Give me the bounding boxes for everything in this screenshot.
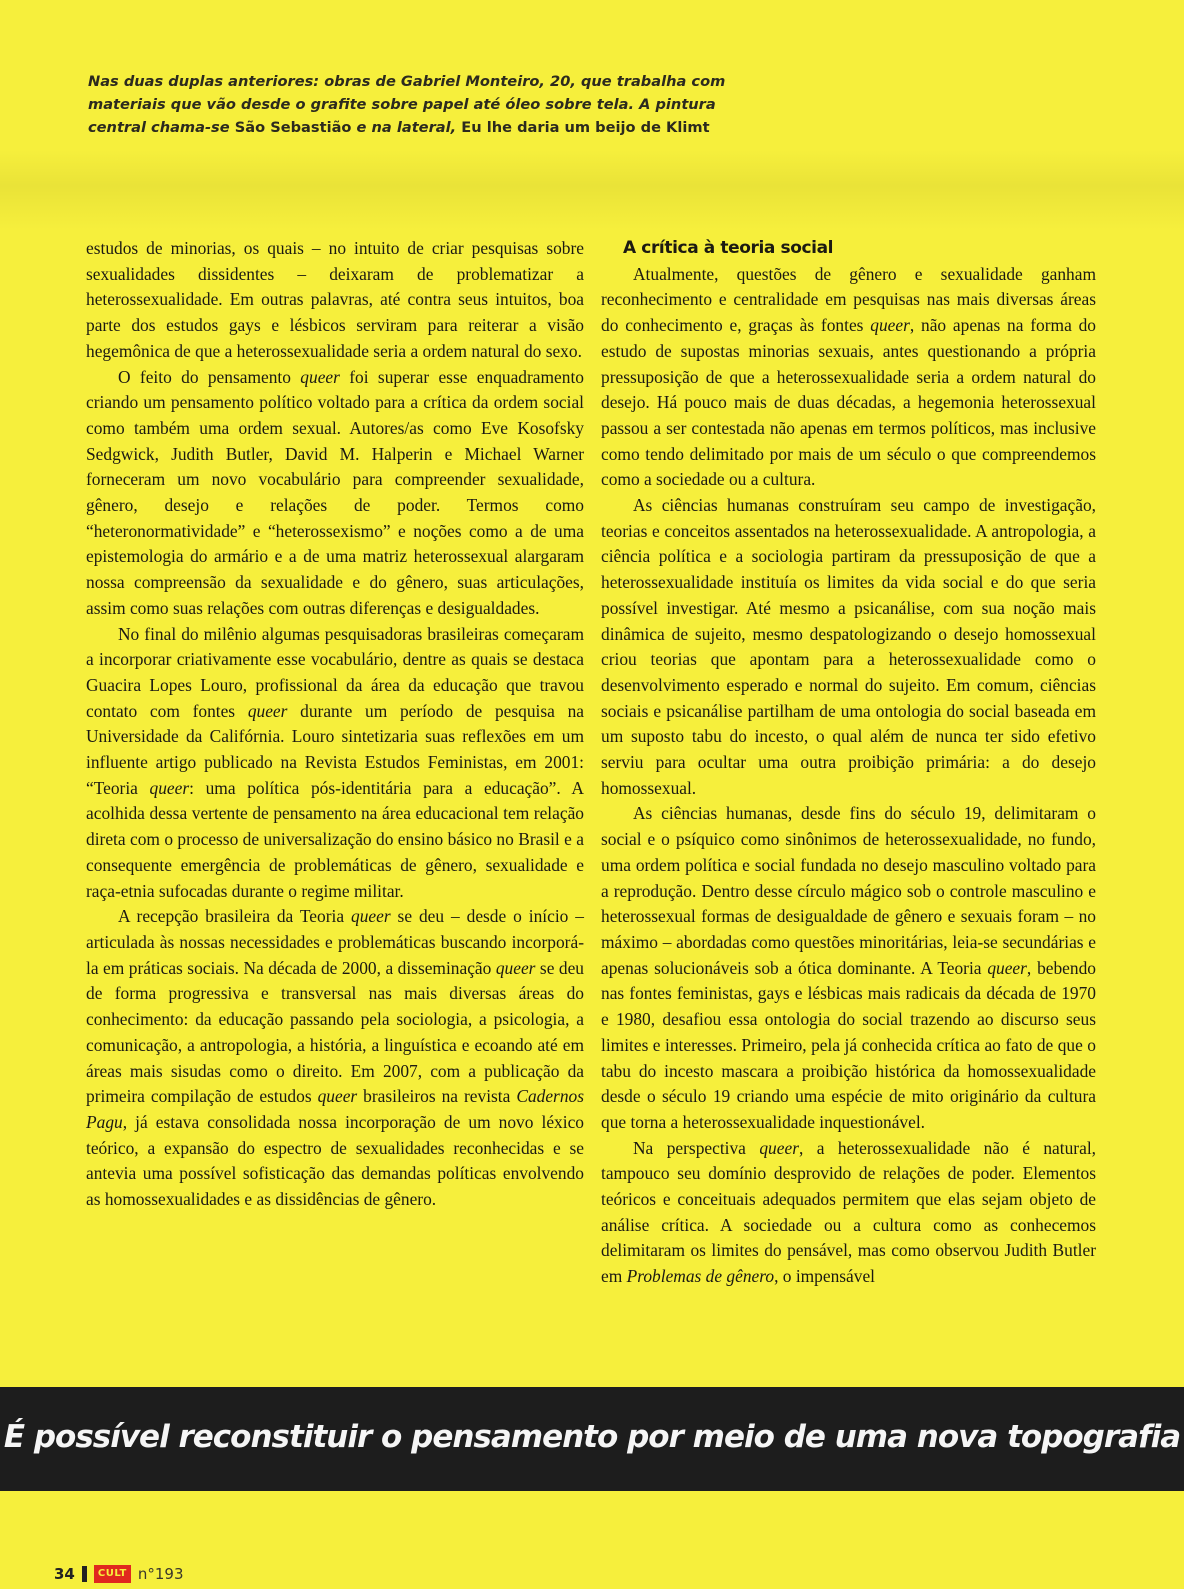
caption-text: Nas duas duplas anteriores: obras de Gabriel Monteiro, 20, que trabalha com materiais que vão desde o grafite sobre papel até óleo sobre tela. A pintura central chama-se xyxy=(88,73,726,136)
page-number: 34 xyxy=(54,1565,75,1583)
footer-divider xyxy=(82,1566,87,1582)
term-queer: queer xyxy=(300,366,340,387)
term-queer: queer xyxy=(351,906,391,927)
paragraph: As ciências humanas construíram seu campo de investigação, teorias e conceitos assentados na heterossexualidade. A antropologia, a ciência política e a sociologia partiram da pressuposição de que a heterossexualidade instituía os limites da vida social e do que seria possível investigar. Até mesmo a psicanálise, com sua noção mais dinâmica de sujeito, mesmo despatologizando o desejo homossexual criou teorias que apontam para a heterossexualidade como o desenvolvimento esperado e normal do sujeito. Em comum, ciências sociais e psicanálise partilham de uma ontologia do social baseada em um suposto tabu do incesto, o qual além de nunca ter sido efetivo serviu para ocultar uma outra proibição primária: a do desejo homossexual. xyxy=(601,495,1096,798)
background-band xyxy=(0,150,1184,230)
term-queer: queer xyxy=(870,315,910,336)
term-queer: queer xyxy=(759,1137,799,1158)
term-queer: queer xyxy=(247,700,288,721)
image-caption xyxy=(88,70,748,139)
term-queer: queer xyxy=(987,957,1027,978)
page-footer xyxy=(54,1563,184,1585)
term-queer: queer xyxy=(495,957,536,978)
caption-text-2: e na lateral, xyxy=(356,119,457,136)
left-column xyxy=(86,236,584,1213)
paragraph: estudos de minorias, os quais – no intuito de criar pesquisas sobre sexualidades dissidentes – deixaram de problematizar a heterossexualidade. Em outras palavras, até contra seus intuitos, boa parte dos estudos gays e lésbicos serviram para reiterar a visão hegemônica de que a heterossexualidade seria a ordem natural do sexo. xyxy=(86,238,584,361)
paragraph: Atualmente, questões de gênero e sexualidade ganham reconhecimento e centralidade em pesquisas nas mais diversas áreas do conhecimento e, graças às fontes queer, não apenas na forma do estudo de supostas minorias sexuais, antes questionando a própria pressuposição de que a heterossexualidade seria a ordem natural do desejo. Há pouco mais de duas décadas, a hegemonia heterossexual passou a ser contestada não apenas em termos políticos, mas inclusive como tendo delimitado por mais de um século o que compreendemos como a sociedade ou a cultura. xyxy=(601,263,1096,490)
pull-quote-band xyxy=(0,1387,1184,1491)
journal-title: Cadernos Pagu xyxy=(86,1086,584,1132)
magazine-logo: CULT xyxy=(94,1565,131,1583)
term-queer: queer xyxy=(317,1086,358,1107)
issue-number: n°193 xyxy=(137,1565,184,1583)
section-heading: A crítica à teoria social xyxy=(623,238,834,258)
paragraph: Na perspectiva queer, a heterossexualidade não é natural, tampouco seu domínio desprovido de relações de poder. Elementos teóricos e conceituais adequados permitem que elas sejam objeto de análise crítica. A sociedade ou a cultura como as conhecemos delimitaram os limites do pensável, mas como observou Judith Butler em Problemas de gênero, o impensável xyxy=(601,1137,1096,1287)
paragraph: A recepção brasileira da Teoria queer se deu – desde o início – articulada às nossas necessidades e problemáticas buscando incorporá-la em práticas sociais. Na década de 2000, a disseminação queer se deu de forma progressiva e transversal nas mais diversas áreas do conhecimento: da educação passando pela sociologia, a psicologia, a comunicação, a antropologia, a história, a linguística e ecoando até em áreas mais sisudas como o direito. Em 2007, com a publicação da primeira compilação de estudos queer brasileiros na revista Cadernos Pagu, já estava consolidada nossa incorporação de um novo léxico teórico, a expansão do espectro de sexualidades reconhecidas e se antevia uma possível sofisticação das demandas políticas envolvendo as homossexualidades e as dissidências de gênero. xyxy=(86,906,584,1210)
book-title: Problemas de gênero xyxy=(626,1266,775,1287)
right-column xyxy=(601,236,1096,1290)
caption-artwork-title-2: Eu lhe daria um beijo de Klimt xyxy=(461,119,710,136)
paragraph: No final do milênio algumas pesquisadoras brasileiras começaram a incorporar criativamente esse vocabulário, dentre as quais se destaca Guacira Lopes Louro, profissional da área da educação que travou contato com fontes queer durante um período de pesquisa na Universidade da Califórnia. Louro sintetizaria suas reflexões em um influente artigo publicado na Revista Estudos Feministas, em 2001: “Teoria queer: uma política pós-identitária para a educação”. A acolhida dessa vertente de pensamento na área educacional tem relação direta com o processo de universalização do ensino básico no Brasil e a consequente emergência de problemáticas de gênero, sexualidade e raça-etnia sufocadas durante o regime militar. xyxy=(86,623,584,901)
caption-artwork-title: São Sebastião xyxy=(234,119,352,136)
term-queer: queer xyxy=(149,777,190,798)
paragraph: As ciências humanas, desde fins do século 19, delimitaram o social e o psíquico como sinônimos de heterossexualidade, no fundo, uma ordem política e social fundada no desejo masculino voltado para a reprodução. Dentro desse círculo mágico sob o controle masculino e heterossexual formas de desigualdade de gênero e sexuais foram – no máximo – abordadas como questões minoritárias, leia-se secundárias e apenas solucionáveis sob a ótica dominante. A Teoria queer, bebendo nas fontes feministas, gays e lésbicas mais radicais da década de 1970 e 1980, desafiou essa ontologia do social trazendo ao discurso seus limites e interesses. Primeiro, pela já conhecida crítica ao fato de que o tabu do incesto mascara a proibição histórica da homossexualidade desde o século 19 criando uma espécie de mito originário da cultura que torna a heterossexualidade inquestionável. xyxy=(601,803,1096,1132)
paragraph: O feito do pensamento queer foi superar esse enquadramento criando um pensamento político voltado para a crítica da ordem social como também uma ordem sexual. Autores/as como Eve Kosofsky Sedgwick, Judith Butler, David M. Halperin e Michael Warner forneceram um novo vocabulário para compreender sexualidade, gênero, desejo e relações de poder. Termos como “heteronormatividade” e “heterossexismo” e noções como a de uma epistemologia do armário e a de uma matriz heterossexual alargaram nossa compreensão da sexualidade e do gênero, suas articulações, assim como suas relações com outras diferenças e desigualdades. xyxy=(86,366,584,618)
pull-quote: É possível reconstituir o pensamento por meio de uma nova topografia xyxy=(3,1419,1181,1455)
